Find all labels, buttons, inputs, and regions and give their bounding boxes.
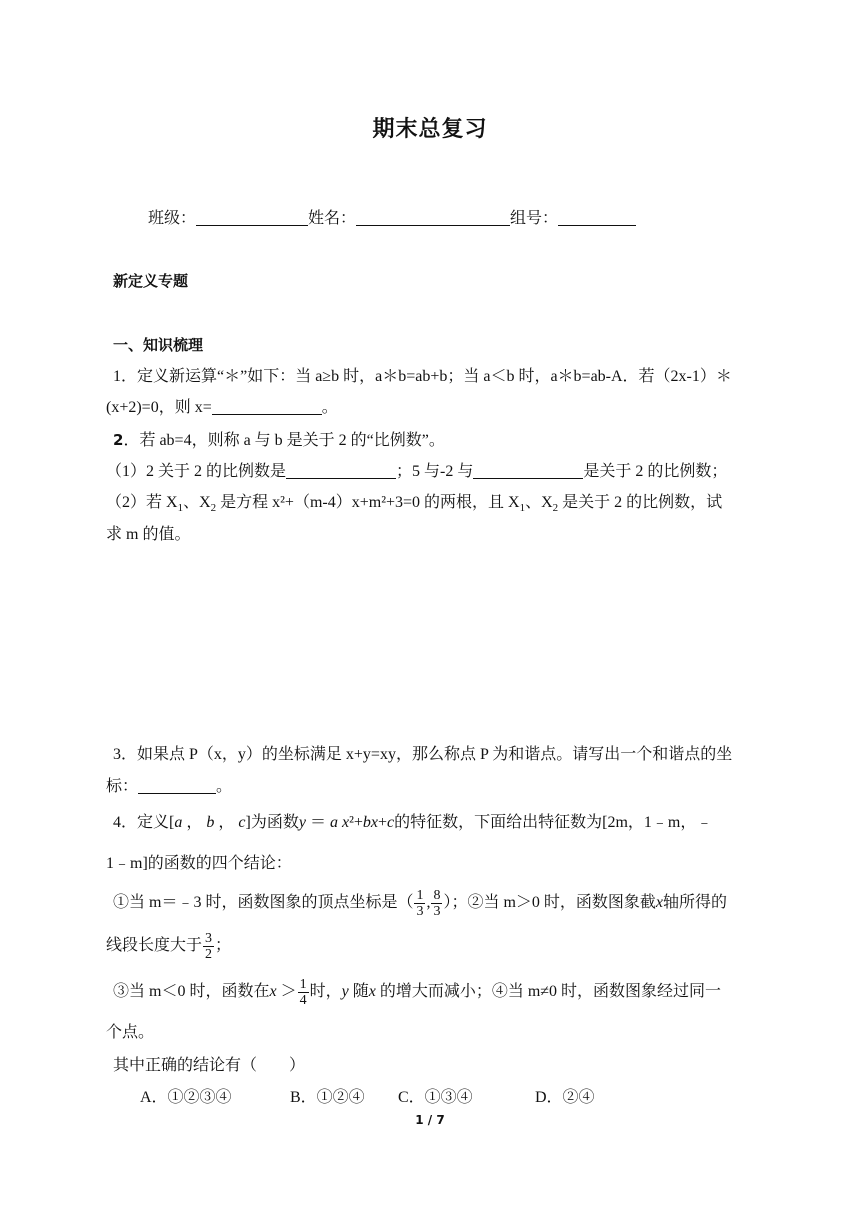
numerator: 3 (205, 930, 213, 946)
separator: ， (214, 814, 235, 831)
conclusion-text: ）；②当 m＞0 时，函数图象截 (443, 894, 656, 911)
q4-conclusion-4-end: 个点。 (106, 1024, 155, 1041)
option-b[interactable]: B．①②④ (290, 1089, 365, 1106)
q2-part2-text-e: 是关于 2 的比例数，试 (558, 494, 723, 511)
subscript: 1 (519, 502, 526, 515)
var-bx: bx (362, 814, 378, 831)
square: ² (349, 814, 354, 831)
q3-line2-text: 标： (106, 778, 139, 795)
q4-conclusion-2-end (106, 926, 231, 966)
section-heading: 一、知识梳理 (113, 336, 204, 354)
comma: , (426, 894, 431, 911)
conclusion-text: 的增大而减小；④当 m≠0 时，函数图象经过同一 (375, 983, 722, 1000)
q2-part1-text: （1）2 关于 2 的比例数是 (106, 463, 287, 480)
q4-line2: 1﹣m]的函数的四个结论： (106, 855, 292, 872)
q2-part2-text-c: 是方程 x²+（m-4）x+m²+3=0 的两根，且 X (216, 494, 520, 511)
group-blank[interactable] (558, 209, 636, 226)
option-a[interactable]: A．①②③④ (140, 1089, 232, 1106)
denominator: 3 (433, 903, 441, 919)
class-label: 班级： (148, 210, 197, 227)
page-title: 期末总复习 (372, 117, 488, 142)
q2-part1-end: 是关于 2 的比例数； (583, 463, 728, 480)
conclusion-text: ①当 m＝﹣3 时，函数图象的顶点坐标是（ (113, 894, 414, 911)
q2-intro (113, 429, 445, 452)
q2-number: 2 (113, 431, 124, 449)
q2-part1-mid: ；5 与-2 与 (396, 463, 474, 480)
plus: + (353, 814, 363, 831)
numerator: 8 (433, 887, 441, 903)
student-info-line (148, 208, 636, 230)
var-b: b (206, 814, 215, 831)
plus: + (378, 814, 388, 831)
equals: ＝ (305, 814, 330, 831)
q4-conclusion-1-2 (113, 883, 727, 923)
q3-answer-blank[interactable] (138, 777, 216, 794)
fraction (298, 977, 309, 1008)
var-x: x (341, 814, 350, 831)
conclusion-text: 线段长度大于 (106, 937, 203, 954)
name-blank[interactable] (356, 209, 510, 226)
q3-line2 (106, 776, 232, 798)
var-a: a (329, 814, 338, 831)
q4-text: 4．定义[ (113, 814, 175, 831)
var-c: c (387, 814, 395, 831)
numerator: 1 (299, 976, 307, 992)
section-topic: 新定义专题 (113, 272, 189, 290)
subscript: 2 (210, 502, 217, 515)
fraction (414, 888, 425, 919)
q4-question: 其中正确的结论有（ ） (113, 1057, 306, 1074)
q3-line2-end: 。 (216, 778, 233, 795)
page-number: 1 / 7 (415, 1113, 445, 1127)
greater-than: ＞ (276, 983, 297, 1000)
name-label: 姓名： (308, 210, 357, 227)
q2-part2-text-b: 、X (183, 494, 211, 511)
q2-intro-text: ．若 ab=4，则称 a 与 b 是关于 2 的“比例数”。 (123, 432, 445, 449)
q3-line1: 3．如果点 P（x，y）的坐标满足 x+y=xy，那么称点 P 为和谐点。请写出一个和谐点的坐 (113, 746, 733, 763)
var-x: x (269, 983, 277, 1000)
numerator: 1 (416, 887, 424, 903)
q2-part1 (106, 461, 727, 483)
group-label: 组号： (510, 210, 559, 227)
q2-part1-blank1[interactable] (286, 462, 396, 479)
var-y: y (298, 814, 306, 831)
fraction (203, 931, 214, 962)
q1-line2-text: (x+2)=0，则 x= (106, 399, 212, 416)
q4-text: ]为函数 (245, 814, 299, 831)
separator: ， (182, 814, 203, 831)
option-d[interactable]: D．②④ (535, 1089, 595, 1106)
class-blank[interactable] (196, 209, 308, 226)
conclusion-text: 轴所得的 (663, 894, 728, 911)
conclusion-text: ； (215, 937, 232, 954)
denominator: 2 (205, 946, 213, 962)
q1-line2-end: 。 (321, 399, 338, 416)
q2-part1-blank2[interactable] (473, 462, 583, 479)
conclusion-text: 时， (309, 983, 342, 1000)
q4-line1 (113, 812, 712, 834)
var-a: a (174, 814, 183, 831)
q4-conclusion-3-4 (113, 972, 721, 1012)
conclusion-text: ③当 m＜0 时，函数在 (113, 983, 270, 1000)
option-c[interactable]: C．①③④ (398, 1089, 473, 1106)
q1-line1: 1．定义新运算“＊”如下：当 a≥b 时，a＊b=ab+b；当 a＜b 时，a＊b=ab-A．若（2x-1）＊ (113, 368, 732, 385)
var-x: x (368, 983, 376, 1000)
conclusion-text: 随 (348, 983, 369, 1000)
q2-part2-line1 (106, 492, 722, 519)
q2-part2-text-a: （2）若 X (106, 494, 178, 511)
q2-part2-line2: 求 m 的值。 (106, 526, 191, 543)
q4-text: 的特征数，下面给出特征数为[2m，1﹣m，﹣ (394, 814, 713, 831)
var-x: x (655, 894, 664, 911)
subscript: 1 (177, 502, 184, 515)
var-c: c (238, 814, 246, 831)
denominator: 4 (299, 992, 307, 1008)
q1-line2 (106, 397, 338, 419)
denominator: 3 (416, 903, 424, 919)
fraction (431, 888, 442, 919)
var-y: y (341, 983, 349, 1000)
subscript: 2 (552, 502, 559, 515)
q2-part2-text-d: 、X (525, 494, 553, 511)
q1-answer-blank[interactable] (212, 398, 322, 415)
